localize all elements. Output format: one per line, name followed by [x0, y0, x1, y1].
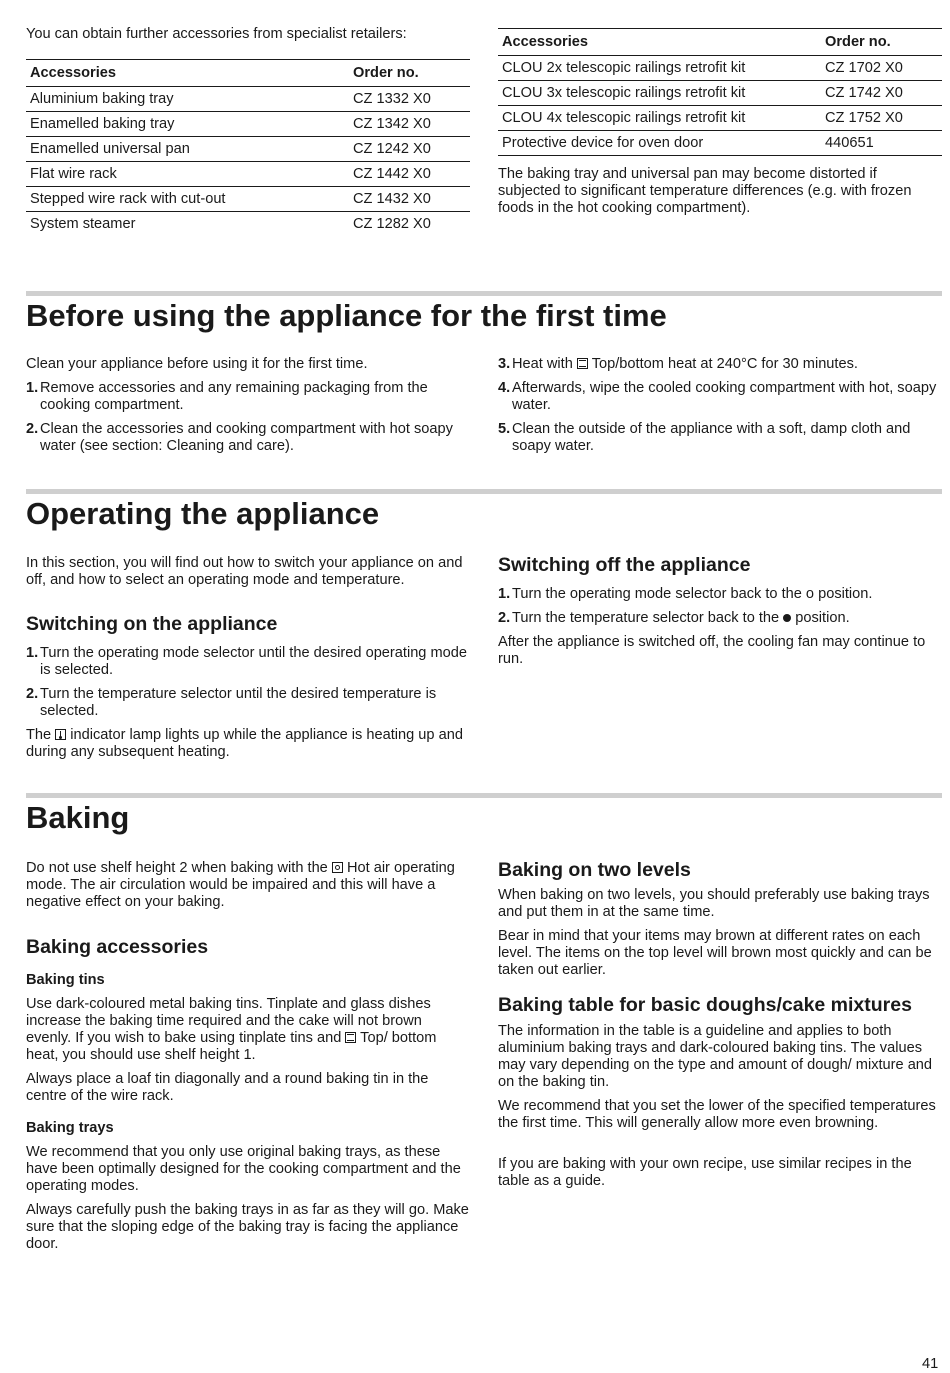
- step-number: 2.: [498, 610, 511, 626]
- column-header-accessories: Accessories: [26, 60, 349, 87]
- order-number: CZ 1342 X0: [349, 112, 470, 137]
- step-number: 4.: [498, 380, 511, 396]
- accessories-table-right: [498, 28, 942, 156]
- step-number: 1.: [26, 645, 39, 661]
- order-number: CZ 1332 X0: [349, 87, 470, 112]
- distortion-note: The baking tray and universal pan may become distorted if subjected to significant temperature differences (e.g. with frozen foods in the hot cooking compartment).: [498, 166, 912, 216]
- order-number: CZ 1702 X0: [821, 56, 942, 81]
- order-number: CZ 1432 X0: [349, 187, 470, 212]
- accessory-name: Aluminium baking tray: [26, 87, 349, 112]
- step-text: Turn the operating mode selector until the desired operating mode is selected.: [40, 645, 467, 678]
- heating-indicator-icon: [55, 729, 66, 740]
- table-row: [26, 87, 470, 112]
- table-header-row: [498, 29, 942, 56]
- step-item: [26, 421, 470, 455]
- subsection-title-switching-on: Switching on the appliance: [26, 613, 278, 635]
- order-number: CZ 1282 X0: [353, 215, 431, 232]
- step-item: [498, 586, 938, 603]
- step-text: Turn the operating mode selector back to the o position.: [512, 586, 873, 602]
- column-header-order-no: Order no.: [349, 60, 470, 87]
- subsection-title-baking-accessories: Baking accessories: [26, 936, 209, 958]
- column-header-accessories: Accessories: [498, 29, 821, 56]
- step-number: 3.: [498, 356, 511, 372]
- operating-intro: In this section, you will find out how to switch your appliance on and off, and how to select an operating mode and temperature.: [26, 555, 463, 588]
- step-text: Turn the temperature selector back to the: [512, 610, 780, 626]
- intro-text: Do not use shelf height 2 when baking with the: [26, 860, 328, 876]
- order-number: CZ 1242 X0: [349, 137, 470, 162]
- step-item: [498, 380, 938, 414]
- step-number: 2.: [26, 686, 39, 702]
- accessory-name: CLOU 3x telescopic railings retrofit kit: [498, 81, 821, 106]
- section-title-operating: Operating the appliance: [26, 496, 380, 531]
- baking-tins-paragraph: Always place a loaf tin diagonally and a round baking tin in the centre of the wire rack.: [26, 1071, 429, 1104]
- step-text: Clean the outside of the appliance with a soft, damp cloth and soapy water.: [512, 421, 911, 454]
- accessories-table-left: [26, 59, 470, 236]
- page-number: 41: [922, 1356, 939, 1372]
- note-text: indicator lamp lights up while the appliance is heating up and during any subsequent heating.: [26, 727, 463, 760]
- step-text: Top/bottom heat at 240°C for 30 minutes.: [591, 356, 858, 372]
- step-item: [26, 686, 470, 720]
- step-text: Turn the temperature selector until the desired temperature is selected.: [40, 686, 437, 719]
- accessory-name: CLOU 2x telescopic railings retrofit kit: [498, 56, 821, 81]
- top-bottom-heat-icon: [577, 358, 588, 369]
- step-item: [26, 380, 470, 414]
- baking-tins-paragraph: [26, 996, 470, 1064]
- baking-table-paragraph: We recommend that you set the lower of the specified temperatures the first time. This will generally allow more even browning.: [498, 1098, 936, 1131]
- order-number: CZ 1742 X0: [821, 81, 942, 106]
- subsection-title-baking-table: Baking table for basic doughs/cake mixtures: [498, 994, 912, 1016]
- table-row: [26, 137, 470, 162]
- paragraph-text: Top/ bottom heat, you should use shelf height 1.: [26, 1030, 437, 1063]
- table-row: [498, 81, 942, 106]
- table-row: [498, 131, 942, 156]
- indicator-lamp-note: [26, 727, 470, 761]
- section-title-baking: Baking: [26, 800, 130, 835]
- step-text: Clean the accessories and cooking compartment with hot soapy water (see section: Cleaning and care).: [40, 421, 453, 454]
- step-text: position.: [795, 610, 850, 626]
- accessory-name: Enamelled baking tray: [26, 112, 349, 137]
- note-text: The: [26, 727, 52, 743]
- switch-off-note: After the appliance is switched off, the cooling fan may continue to run.: [498, 634, 926, 667]
- step-item: [26, 645, 470, 679]
- step-item: [498, 356, 938, 373]
- column-header-order-no: Order no.: [821, 29, 942, 56]
- table-row: [26, 112, 470, 137]
- section-divider: [26, 489, 942, 494]
- step-item: [498, 421, 938, 455]
- baking-intro: [26, 860, 470, 911]
- order-number: CZ 1752 X0: [821, 106, 942, 131]
- table-row: [498, 106, 942, 131]
- section-title-first-time: Before using the appliance for the first time: [26, 298, 667, 333]
- top-bottom-heat-icon: [345, 1032, 356, 1043]
- order-number: 440651: [821, 131, 942, 156]
- two-levels-paragraph: Bear in mind that your items may brown at different rates on each level. The items on the top level will brown most quickly and can be taken out earlier.: [498, 928, 932, 978]
- filled-dot-icon: [783, 614, 791, 622]
- subsection-title-two-levels: Baking on two levels: [498, 859, 691, 881]
- hot-air-fan-icon: [332, 862, 343, 873]
- accessory-name: CLOU 4x telescopic railings retrofit kit: [498, 106, 821, 131]
- step-number: 2.: [26, 421, 39, 437]
- accessories-intro: You can obtain further accessories from specialist retailers:: [26, 26, 407, 42]
- baking-table-paragraph: The information in the table is a guideline and applies to both aluminium baking trays and dark-coloured baking tins. The values may vary depending on the type and amount of dough/ mixture and on the baking tin.: [498, 1023, 933, 1090]
- two-levels-paragraph: When baking on two levels, you should preferably use baking trays and put them in at the same time.: [498, 887, 930, 920]
- table-row: [26, 187, 470, 212]
- baking-table-paragraph: If you are baking with your own recipe, use similar recipes in the table as a guide.: [498, 1156, 912, 1189]
- subheading-baking-trays: Baking trays: [26, 1120, 114, 1136]
- section-divider: [26, 793, 942, 798]
- step-text: Heat with: [512, 356, 573, 372]
- step-item: [498, 610, 938, 627]
- baking-trays-paragraph: We recommend that you only use original baking trays, as these have been optimally designed for the cooking compartment and the operating modes.: [26, 1144, 461, 1194]
- intro-text: Hot air operating mode. The air circulation would be impaired and this will have a negative effect on your baking.: [26, 860, 455, 910]
- table-row: [498, 56, 942, 81]
- baking-trays-paragraph: Always carefully push the baking trays in as far as they will go. Make sure that the sloping edge of the baking tray is facing the appliance door.: [26, 1202, 469, 1252]
- accessory-name: Stepped wire rack with cut-out: [26, 187, 349, 212]
- accessory-name: Flat wire rack: [26, 162, 349, 187]
- order-number: CZ 1442 X0: [349, 162, 470, 187]
- subsection-title-switching-off: Switching off the appliance: [498, 554, 751, 576]
- table-row: [26, 162, 470, 187]
- accessory-name: System steamer: [30, 215, 136, 232]
- section-divider: [26, 291, 942, 296]
- step-number: 1.: [498, 586, 511, 602]
- subheading-baking-tins: Baking tins: [26, 972, 105, 988]
- paragraph-text: Use dark-coloured metal baking tins. Tinplate and glass dishes increase the baking time required and the cake will not brown evenly. If you wish to bake using tinplate tins and: [26, 996, 431, 1046]
- step-number: 5.: [498, 421, 511, 437]
- table-header-row: [26, 60, 470, 87]
- step-text: Remove accessories and any remaining packaging from the cooking compartment.: [40, 380, 428, 413]
- accessory-name: Protective device for oven door: [498, 131, 821, 156]
- table-row: [26, 212, 470, 237]
- step-text: Afterwards, wipe the cooled cooking compartment with hot, soapy water.: [512, 380, 937, 413]
- step-number: 1.: [26, 380, 39, 396]
- accessory-name: Enamelled universal pan: [26, 137, 349, 162]
- first-time-intro: Clean your appliance before using it for the first time.: [26, 356, 368, 372]
